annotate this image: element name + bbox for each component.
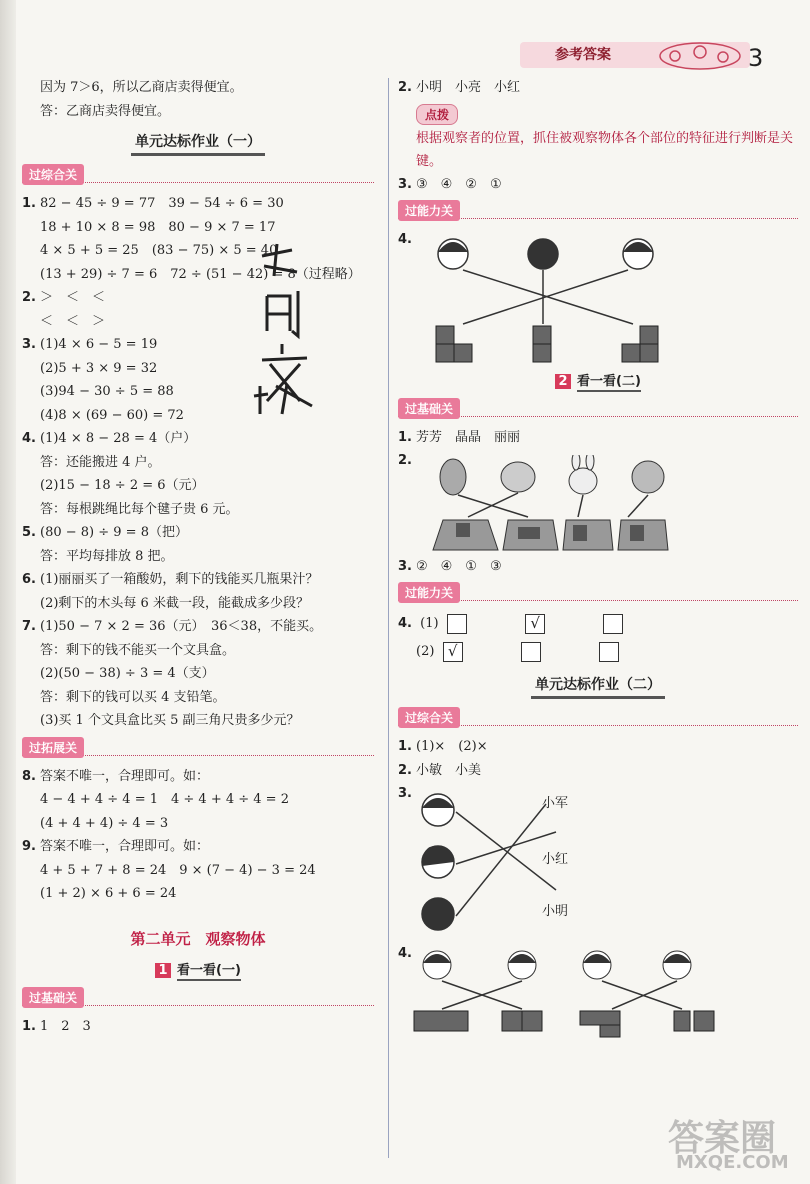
section-tag-jichu: 过基础关 <box>22 987 374 1009</box>
q1-line: 4 × 5 + 5 = 25 (83 − 75) × 5 = 40 <box>40 243 278 258</box>
name-matching-figure <box>416 792 798 942</box>
r-q3-line: 3. ③ ④ ② ① <box>398 176 502 192</box>
page-number: 3 <box>748 44 764 72</box>
hint-text: 根据观察者的位置，抓住被观察物体各个部位的特征进行判断是关键。 <box>416 130 794 169</box>
block-view-shape <box>502 1011 542 1031</box>
chapter-title: 第二单元 观察物体 <box>130 929 266 948</box>
section-tag-zonghe: 过综合关 <box>22 164 374 186</box>
child-head-icon <box>623 239 653 269</box>
intro-line: 因为 7＞6，所以乙商店卖得便宜。 <box>40 80 243 95</box>
duck-icon <box>501 462 535 492</box>
match-line <box>612 981 677 1009</box>
watermark-logo: 答案圈 <box>668 1118 777 1159</box>
q3-line: (2)5 + 3 × 9 = 32 <box>40 360 158 376</box>
match-line <box>628 495 648 517</box>
u2-q1-line: 1. (1)× (2)× <box>398 739 488 754</box>
child-head-icon <box>663 951 691 979</box>
block-view-shape <box>533 326 551 362</box>
u2-q3-label: 3. <box>398 786 412 801</box>
answer-checkbox <box>521 642 541 662</box>
name-label: 小军 <box>542 795 569 811</box>
r-q4-label: 4. <box>398 232 412 247</box>
match-line <box>458 495 528 517</box>
girl-head-icon <box>422 845 454 877</box>
intro-answer: 答：乙商店卖得便宜。 <box>40 103 171 119</box>
q3-line: (3)94 − 30 ÷ 5 = 88 <box>40 384 174 399</box>
child-head-icon <box>423 951 451 979</box>
girl-head-icon <box>422 794 454 826</box>
q9-line: 9. 答案不唯一，合理即可。如： <box>22 839 210 854</box>
q8-line: 8. 答案不唯一，合理即可。如： <box>22 768 210 784</box>
match-line <box>602 981 682 1009</box>
q7-line: 答：剩下的钱可以买 4 支铅笔。 <box>40 689 226 705</box>
q1b-line: 1. 1 2 3 <box>22 1018 91 1034</box>
answer-checkbox <box>599 642 619 662</box>
q9-line: 4 + 5 + 7 + 8 = 24 9 × (7 − 4) − 3 = 24 <box>40 862 316 878</box>
u2-q2-line: 2. 小敏 小美 <box>398 762 482 778</box>
hint-badge: 点拨 <box>416 104 458 125</box>
q5-line: 答：平均每排放 8 把。 <box>40 548 174 564</box>
child-head-icon <box>583 951 611 979</box>
header-decoration-icon <box>655 38 745 72</box>
column-divider <box>388 78 389 1158</box>
q6-line: 6. (1)丽丽买了一箱酸奶，剩下的钱能买几瓶果汁？ <box>22 572 319 587</box>
u2-q4-label: 4. <box>398 945 412 961</box>
q1-line: (13 + 29) ÷ 7 = 6 72 ÷ (51 − 42) = 8（过程略） <box>40 266 361 282</box>
block-cards <box>433 520 668 550</box>
section-tag-nengli2: 过能力关 <box>398 582 798 604</box>
r2-q1-line: 1. 芳芳 晶晶 丽丽 <box>398 429 521 445</box>
r2-q3-line: 3. ② ④ ① ③ <box>398 558 502 574</box>
answer-checkbox <box>447 614 467 634</box>
child-head-icon <box>508 951 536 979</box>
name-label: 小红 <box>542 851 569 867</box>
lesson2-title: 2 看一看(二) <box>398 370 798 392</box>
q4-line: 答：还能搬进 4 户。 <box>40 454 161 470</box>
q7-line: 答：剩下的钱不能买一个文具盒。 <box>40 642 236 658</box>
q5-line: 5. (80 − 8) ÷ 9 = 8（把） <box>22 525 188 540</box>
answer-checkbox <box>603 614 623 634</box>
match-line <box>468 493 518 517</box>
child-head-icon <box>438 239 468 269</box>
match-line <box>456 832 556 864</box>
handwriting-scribble <box>252 236 322 416</box>
animals-view-figure <box>418 455 738 555</box>
q3-line: 3. (1)4 × 6 − 5 = 19 <box>22 337 158 352</box>
block-view-shape <box>580 1011 620 1037</box>
q2-line: 2. ＞ ＜ ＜ <box>22 290 106 305</box>
q7-line: 7. (1)50 − 7 × 2 = 36（元） 36＜38，不能买。 <box>22 619 323 634</box>
q8-line: 4 − 4 + 4 ÷ 4 = 1 4 ÷ 4 + 4 ÷ 4 = 2 <box>40 792 289 807</box>
q2-line: ＜ ＜ ＞ <box>40 313 106 329</box>
q1-line: 18 + 10 × 8 = 98 80 − 9 × 7 = 17 <box>40 219 276 235</box>
rabbit-icon <box>569 455 597 494</box>
header-title: 参考答案 <box>555 47 611 63</box>
q4-line: (2)15 − 18 ÷ 2 = 6（元） <box>40 478 205 493</box>
section-tag-tuozhan: 过拓展关 <box>22 737 374 759</box>
q7-line: (3)买 1 个文具盒比买 5 副三角尺贵多少元？ <box>40 713 300 728</box>
watermark-url: MXQE.COM <box>676 1152 789 1173</box>
unit2-title: 单元达标作业（二） <box>398 674 798 699</box>
view-matching-figure <box>418 234 748 364</box>
q4-line: 答：每根跳绳比每个毽子贵 6 元。 <box>40 501 239 517</box>
checkbox-row: (2) √ <box>398 638 798 666</box>
view-blocks-figure <box>412 949 742 1039</box>
section-tag-nengli: 过能力关 <box>398 200 798 222</box>
r2-q2-label: 2. <box>398 453 412 468</box>
puppy-icon <box>632 461 664 493</box>
left-column <box>22 76 374 1038</box>
right-column <box>398 76 798 1039</box>
q9-line: (1 + 2) × 6 + 6 = 24 <box>40 886 177 901</box>
q1-line: 1. 82 − 45 ÷ 9 = 77 39 − 54 ÷ 6 = 30 <box>22 196 284 211</box>
q4-line: 4. (1)4 × 8 − 28 = 4（户） <box>22 431 197 446</box>
name-label: 小明 <box>542 903 569 919</box>
child-head-icon <box>528 239 558 269</box>
book-spine <box>0 0 16 1184</box>
block-view-shape <box>436 326 472 362</box>
match-line <box>456 812 556 890</box>
chicken-icon <box>440 459 466 495</box>
section-tag-zonghe: 过综合关 <box>398 707 798 729</box>
block-view-shape <box>674 1011 714 1031</box>
q6-line: (2)剩下的木头每 6 米截一段，能截成多少段？ <box>40 595 309 611</box>
q8-line: (4 + 4 + 4) ÷ 4 = 3 <box>40 815 169 831</box>
unit1-title: 单元达标作业（一） <box>22 131 374 156</box>
answer-checkbox: √ <box>525 614 545 634</box>
q7-line: (2)(50 − 38) ÷ 3 = 4（支） <box>40 666 215 681</box>
match-line <box>578 495 583 517</box>
checkbox-row: 4. (1) √ <box>398 610 798 638</box>
lesson-title: 1 看一看(一) <box>22 959 374 981</box>
section-tag-jichu: 过基础关 <box>398 398 798 420</box>
r-q2-line: 2. 小明 小亮 小红 <box>398 80 521 95</box>
block-view-shape <box>414 1011 468 1031</box>
girl-head-icon <box>422 898 454 930</box>
q3-line: (4)8 × (69 − 60) = 72 <box>40 407 184 423</box>
answer-checkbox: √ <box>443 642 463 662</box>
block-view-shape <box>622 326 658 362</box>
